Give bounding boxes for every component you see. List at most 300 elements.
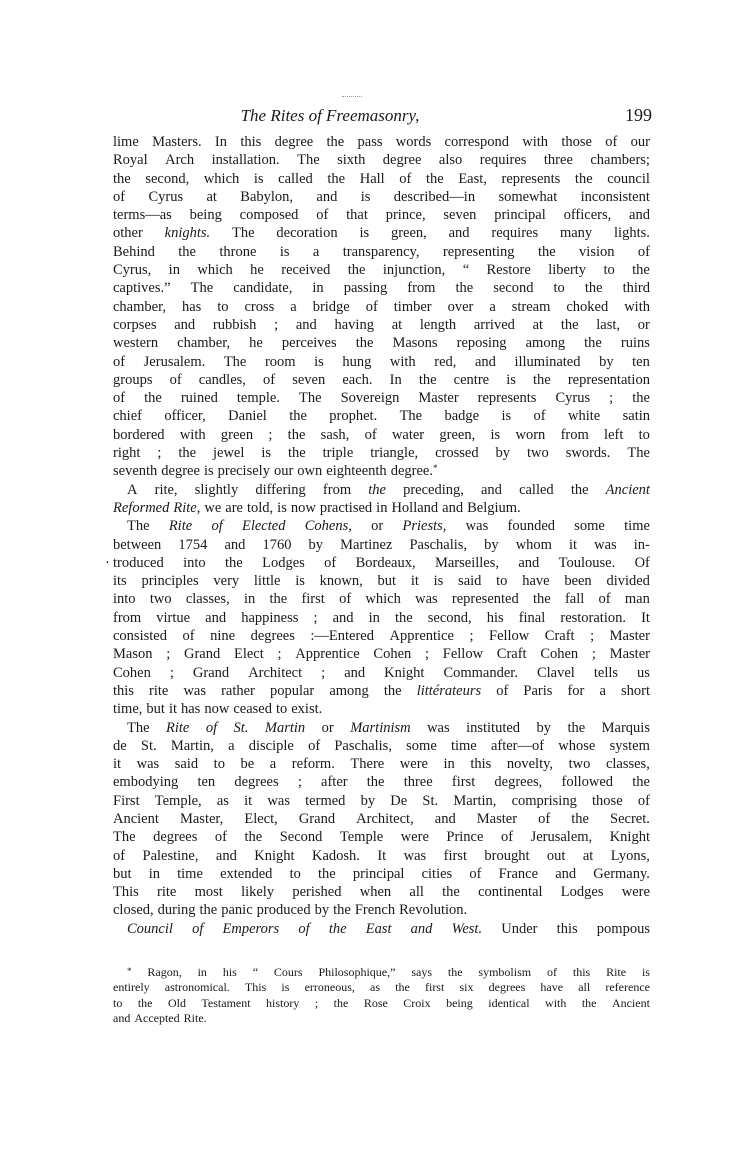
word: Rite — [166, 719, 190, 736]
word: knights. — [164, 225, 211, 242]
word: Commander. — [443, 664, 518, 681]
word: the — [584, 335, 602, 352]
word: he — [250, 262, 264, 279]
word: were — [399, 756, 428, 773]
body-line — [113, 609, 650, 627]
word: jewel — [213, 445, 245, 462]
word: Knight — [254, 847, 295, 864]
word: to — [217, 298, 229, 315]
word: ; — [590, 628, 595, 645]
word: said — [458, 573, 482, 590]
word: the — [269, 591, 288, 608]
word: during — [157, 902, 196, 919]
word: degrees, — [494, 774, 543, 791]
word: a — [228, 737, 235, 754]
word: produced — [256, 902, 311, 919]
word: of — [365, 298, 378, 315]
word: Temple, — [154, 792, 202, 809]
word: was — [427, 719, 450, 736]
word: known, — [319, 573, 363, 590]
word: The — [627, 445, 650, 462]
word: in — [197, 965, 207, 979]
word: time — [450, 737, 477, 754]
word: The — [232, 225, 255, 242]
word: most — [194, 884, 223, 901]
word: red, — [434, 353, 457, 370]
body-line — [113, 700, 650, 718]
word: littérateurs — [416, 682, 482, 699]
body-line — [113, 188, 650, 206]
word: been — [564, 573, 592, 590]
word: our — [630, 134, 650, 150]
word: to — [289, 865, 301, 882]
word: of — [263, 371, 276, 388]
word: somewhat — [498, 188, 558, 205]
word: It — [377, 847, 387, 864]
word: some — [406, 737, 437, 754]
word: in — [368, 609, 380, 626]
word: the — [383, 682, 402, 699]
word: perceives — [281, 335, 337, 352]
word: and — [316, 188, 338, 205]
word: degree — [274, 134, 314, 150]
word: after—of — [490, 737, 545, 754]
word: representing — [442, 243, 515, 260]
word: Knight — [384, 664, 425, 681]
word: in — [243, 591, 256, 608]
body-line — [113, 883, 650, 901]
word: final — [518, 609, 546, 626]
word: after — [321, 774, 348, 791]
word: were — [400, 829, 429, 846]
word: Martin, — [170, 737, 214, 754]
word: The — [190, 280, 214, 297]
word: Restore — [486, 262, 531, 279]
word: the — [442, 884, 460, 901]
word: of — [192, 920, 204, 937]
word: extended — [220, 865, 273, 882]
word: and — [332, 609, 354, 626]
word: correspond — [444, 134, 509, 150]
word: badge — [444, 408, 480, 425]
word: represents — [501, 170, 561, 187]
body-line — [113, 517, 650, 535]
word: of — [113, 847, 126, 864]
word: into — [183, 554, 206, 571]
word: chambers; — [590, 152, 650, 169]
body-line — [113, 316, 650, 334]
word: and — [205, 609, 227, 626]
word: sixth — [337, 152, 366, 169]
word: second — [493, 280, 534, 297]
word: swords. — [565, 445, 611, 462]
word: First — [113, 792, 140, 809]
word: candles, — [198, 371, 246, 388]
word: when — [359, 884, 392, 901]
word: worn — [515, 426, 546, 443]
word: last, — [596, 316, 621, 333]
word: a — [290, 298, 297, 315]
word: the — [455, 280, 474, 297]
body-line — [113, 920, 650, 938]
word: second, — [427, 609, 472, 626]
word: degree.* — [390, 463, 438, 480]
word: degree — [382, 152, 422, 169]
word: and — [481, 481, 502, 498]
word: the — [571, 810, 589, 827]
word: all — [578, 980, 591, 995]
word: tells — [593, 664, 619, 681]
word: green, — [390, 225, 427, 242]
word: bridge — [312, 298, 350, 315]
word: ten — [197, 774, 216, 791]
word: the — [178, 243, 196, 260]
word: Toulouse. — [558, 554, 616, 571]
word: and — [474, 353, 496, 370]
word: De — [390, 792, 408, 809]
word: man — [624, 591, 650, 608]
word: chamber, — [113, 298, 166, 315]
word: reference — [605, 980, 650, 995]
body-line — [113, 792, 650, 810]
word: and — [448, 225, 470, 242]
word: from — [560, 426, 589, 443]
word: is — [281, 980, 290, 995]
body-line — [113, 151, 650, 169]
word: seventh — [113, 463, 158, 480]
body-line — [113, 243, 650, 261]
word: with — [389, 353, 416, 370]
word: hung — [342, 353, 372, 370]
word: of — [324, 554, 337, 571]
word: St. — [422, 792, 439, 809]
body-line — [105, 554, 650, 572]
body-line — [113, 719, 650, 737]
word: in — [443, 756, 455, 773]
word: of — [538, 810, 551, 827]
word: which — [197, 262, 233, 279]
word: from — [407, 280, 436, 297]
word: was — [136, 756, 160, 773]
word: by — [536, 719, 552, 736]
word: of — [316, 207, 329, 224]
word: is — [641, 965, 650, 979]
word: Council — [127, 920, 173, 937]
word: degrees — [488, 980, 526, 995]
word: termed — [305, 792, 346, 809]
word: Lodges — [262, 554, 305, 571]
word: is — [295, 573, 305, 590]
word: ; — [169, 664, 174, 681]
word: passing — [343, 280, 388, 297]
body-line — [113, 590, 650, 608]
word: Jerusalem, — [530, 829, 593, 846]
word: It — [641, 609, 650, 626]
body-line — [113, 810, 650, 828]
word: ; — [425, 646, 430, 663]
word: ; — [268, 426, 273, 443]
word: time — [624, 518, 650, 535]
word: satin — [622, 408, 650, 425]
word: reform. — [291, 756, 335, 773]
body-line — [113, 353, 650, 371]
footnote-line — [113, 965, 650, 980]
word: ten — [632, 353, 650, 370]
word: identical — [488, 995, 530, 1010]
word: the — [584, 280, 603, 297]
word: we — [204, 499, 222, 516]
word: us — [637, 664, 650, 681]
word: to — [553, 280, 565, 297]
body-line — [113, 261, 650, 279]
word: erroneous, — [304, 980, 355, 995]
word: comprising — [511, 792, 577, 809]
word: differing — [255, 481, 306, 498]
word: degrees — [153, 829, 198, 846]
word: injunction, — [382, 262, 446, 279]
word: first — [424, 980, 445, 995]
word: timber — [393, 298, 432, 315]
word: of — [308, 737, 321, 754]
word: “ — [252, 965, 259, 979]
word: St. — [140, 737, 157, 754]
word: the — [178, 445, 197, 462]
body-line — [113, 536, 650, 554]
word: of — [496, 682, 509, 699]
word: two — [149, 591, 172, 608]
word: novelty, — [506, 756, 554, 773]
word: Elected — [241, 518, 286, 535]
word: room — [264, 353, 296, 370]
word: whose — [558, 737, 596, 754]
word: each. — [342, 371, 373, 388]
word: to — [603, 262, 615, 279]
word: virtue — [156, 609, 191, 626]
word: Rite. — [183, 1010, 207, 1025]
word: closed, — [113, 902, 154, 919]
word: system — [609, 737, 650, 754]
word: seven — [443, 207, 477, 224]
word: eighteenth — [326, 463, 387, 480]
word: composed — [239, 207, 299, 224]
word: left — [604, 426, 624, 443]
word: rubbish — [212, 316, 257, 333]
word: now — [204, 701, 230, 718]
word: of — [399, 170, 412, 187]
word: arrived — [473, 316, 515, 333]
word: Grand — [298, 810, 336, 827]
word: crossed — [435, 445, 479, 462]
body-line — [113, 444, 650, 462]
word: in — [312, 280, 324, 297]
word: white — [568, 408, 601, 425]
word: choked — [566, 298, 609, 315]
word: the — [113, 170, 131, 187]
word: Ancient — [113, 810, 159, 827]
word: Martinism — [350, 719, 411, 736]
word: Grand — [183, 646, 221, 663]
word: terms—as — [113, 207, 172, 224]
body-line — [113, 755, 650, 773]
body-line — [113, 407, 650, 425]
footnote-marker: * — [432, 463, 438, 474]
word: principal — [352, 865, 405, 882]
word: Ragon, — [147, 965, 182, 979]
word: ; — [297, 774, 302, 791]
word: the — [347, 262, 366, 279]
word: chief — [113, 408, 142, 425]
word: Cyrus, — [113, 262, 152, 279]
word: transparency, — [342, 243, 420, 260]
word: have — [522, 573, 550, 590]
word: western — [113, 335, 159, 352]
word: nine — [210, 628, 236, 645]
word: installation. — [211, 152, 280, 169]
word: two — [527, 445, 549, 462]
word: stream — [511, 298, 551, 315]
word: likely — [241, 884, 275, 901]
word: slightly — [194, 481, 239, 498]
word: its — [113, 573, 127, 590]
word: a — [599, 682, 606, 699]
word: cities — [421, 865, 453, 882]
body-line — [113, 572, 650, 590]
word: it — [168, 701, 177, 718]
word: as — [216, 792, 229, 809]
body-line — [113, 682, 650, 700]
word: the — [368, 481, 386, 498]
word: The — [113, 829, 136, 846]
word: is — [506, 371, 516, 388]
word: Sovereign — [340, 390, 400, 407]
word: it — [410, 573, 419, 590]
word: third — [622, 280, 650, 297]
word: the — [632, 774, 650, 791]
word: is — [359, 225, 370, 242]
word: was — [403, 847, 427, 864]
body-line — [113, 462, 650, 480]
word: Lyons, — [610, 847, 650, 864]
word: of — [605, 134, 618, 150]
word: :—Entered — [310, 628, 374, 645]
word: to — [638, 426, 650, 443]
word: those — [592, 792, 623, 809]
word: Grand — [192, 664, 230, 681]
word: Testament — [201, 995, 251, 1010]
word: requires — [479, 152, 527, 169]
word: Cours — [273, 965, 303, 979]
word: is — [314, 353, 324, 370]
body-line — [113, 645, 650, 663]
word: principal — [494, 207, 546, 224]
word: Masters. — [152, 134, 202, 150]
word: were — [621, 884, 650, 901]
word: Rite, — [173, 499, 201, 516]
word: of — [469, 865, 482, 882]
word: the — [199, 902, 218, 919]
page-number: 199 — [625, 105, 652, 125]
word: and — [410, 920, 433, 937]
word: or — [371, 518, 384, 535]
word: of — [113, 390, 126, 407]
word: with — [522, 134, 549, 150]
word: the — [426, 170, 444, 187]
word: with — [624, 298, 650, 315]
word: have — [540, 980, 564, 995]
word: council — [607, 170, 650, 187]
word: Second — [279, 829, 323, 846]
word: out — [546, 847, 566, 864]
word: practised — [319, 499, 373, 516]
word: pompous — [596, 920, 650, 937]
running-title: The Rites of Freemasonry, — [240, 106, 420, 125]
word: fall — [564, 591, 585, 608]
word: restoration. — [560, 609, 626, 626]
body-line — [113, 499, 650, 517]
word: words — [395, 134, 432, 150]
word: Elect, — [244, 810, 278, 827]
word: which — [365, 591, 401, 608]
word: by — [484, 536, 499, 553]
word: of — [364, 426, 377, 443]
body-line — [113, 279, 650, 297]
word: the — [326, 134, 345, 150]
word: the — [144, 390, 162, 407]
word: and — [434, 810, 456, 827]
word: Ancient — [605, 481, 650, 498]
word: the — [567, 719, 586, 736]
body-line — [113, 773, 650, 791]
word: his — [222, 965, 237, 979]
word: he — [249, 335, 263, 352]
word: of — [211, 518, 223, 535]
word: lights. — [614, 225, 650, 242]
word: preceding, — [403, 481, 464, 498]
word: whom — [515, 536, 552, 553]
word: Apprentice — [389, 628, 454, 645]
word: in — [148, 865, 160, 882]
word: time, — [113, 701, 143, 718]
word: The — [223, 353, 247, 370]
word: is — [253, 170, 264, 187]
word: decoration — [276, 225, 338, 242]
word: at — [532, 316, 544, 333]
word: at — [206, 188, 217, 205]
word: is — [203, 463, 214, 480]
body-line — [113, 737, 650, 755]
word: The — [127, 518, 150, 535]
word: Masons — [392, 335, 438, 352]
word: and — [174, 316, 196, 333]
word: perished — [292, 884, 342, 901]
word: Architect — [248, 664, 303, 681]
word: time — [177, 865, 203, 882]
word: was — [465, 518, 489, 535]
word: prophet. — [329, 408, 378, 425]
word: and — [215, 847, 237, 864]
word: Of — [634, 554, 650, 571]
body-line — [113, 224, 650, 242]
word: the — [287, 426, 306, 443]
word: the — [137, 995, 153, 1010]
word: little — [253, 573, 281, 590]
word: There — [350, 756, 385, 773]
word: East — [365, 920, 392, 937]
word: ; — [277, 646, 282, 663]
word: this — [556, 920, 578, 937]
word: at — [391, 316, 403, 333]
word: the — [327, 170, 346, 187]
